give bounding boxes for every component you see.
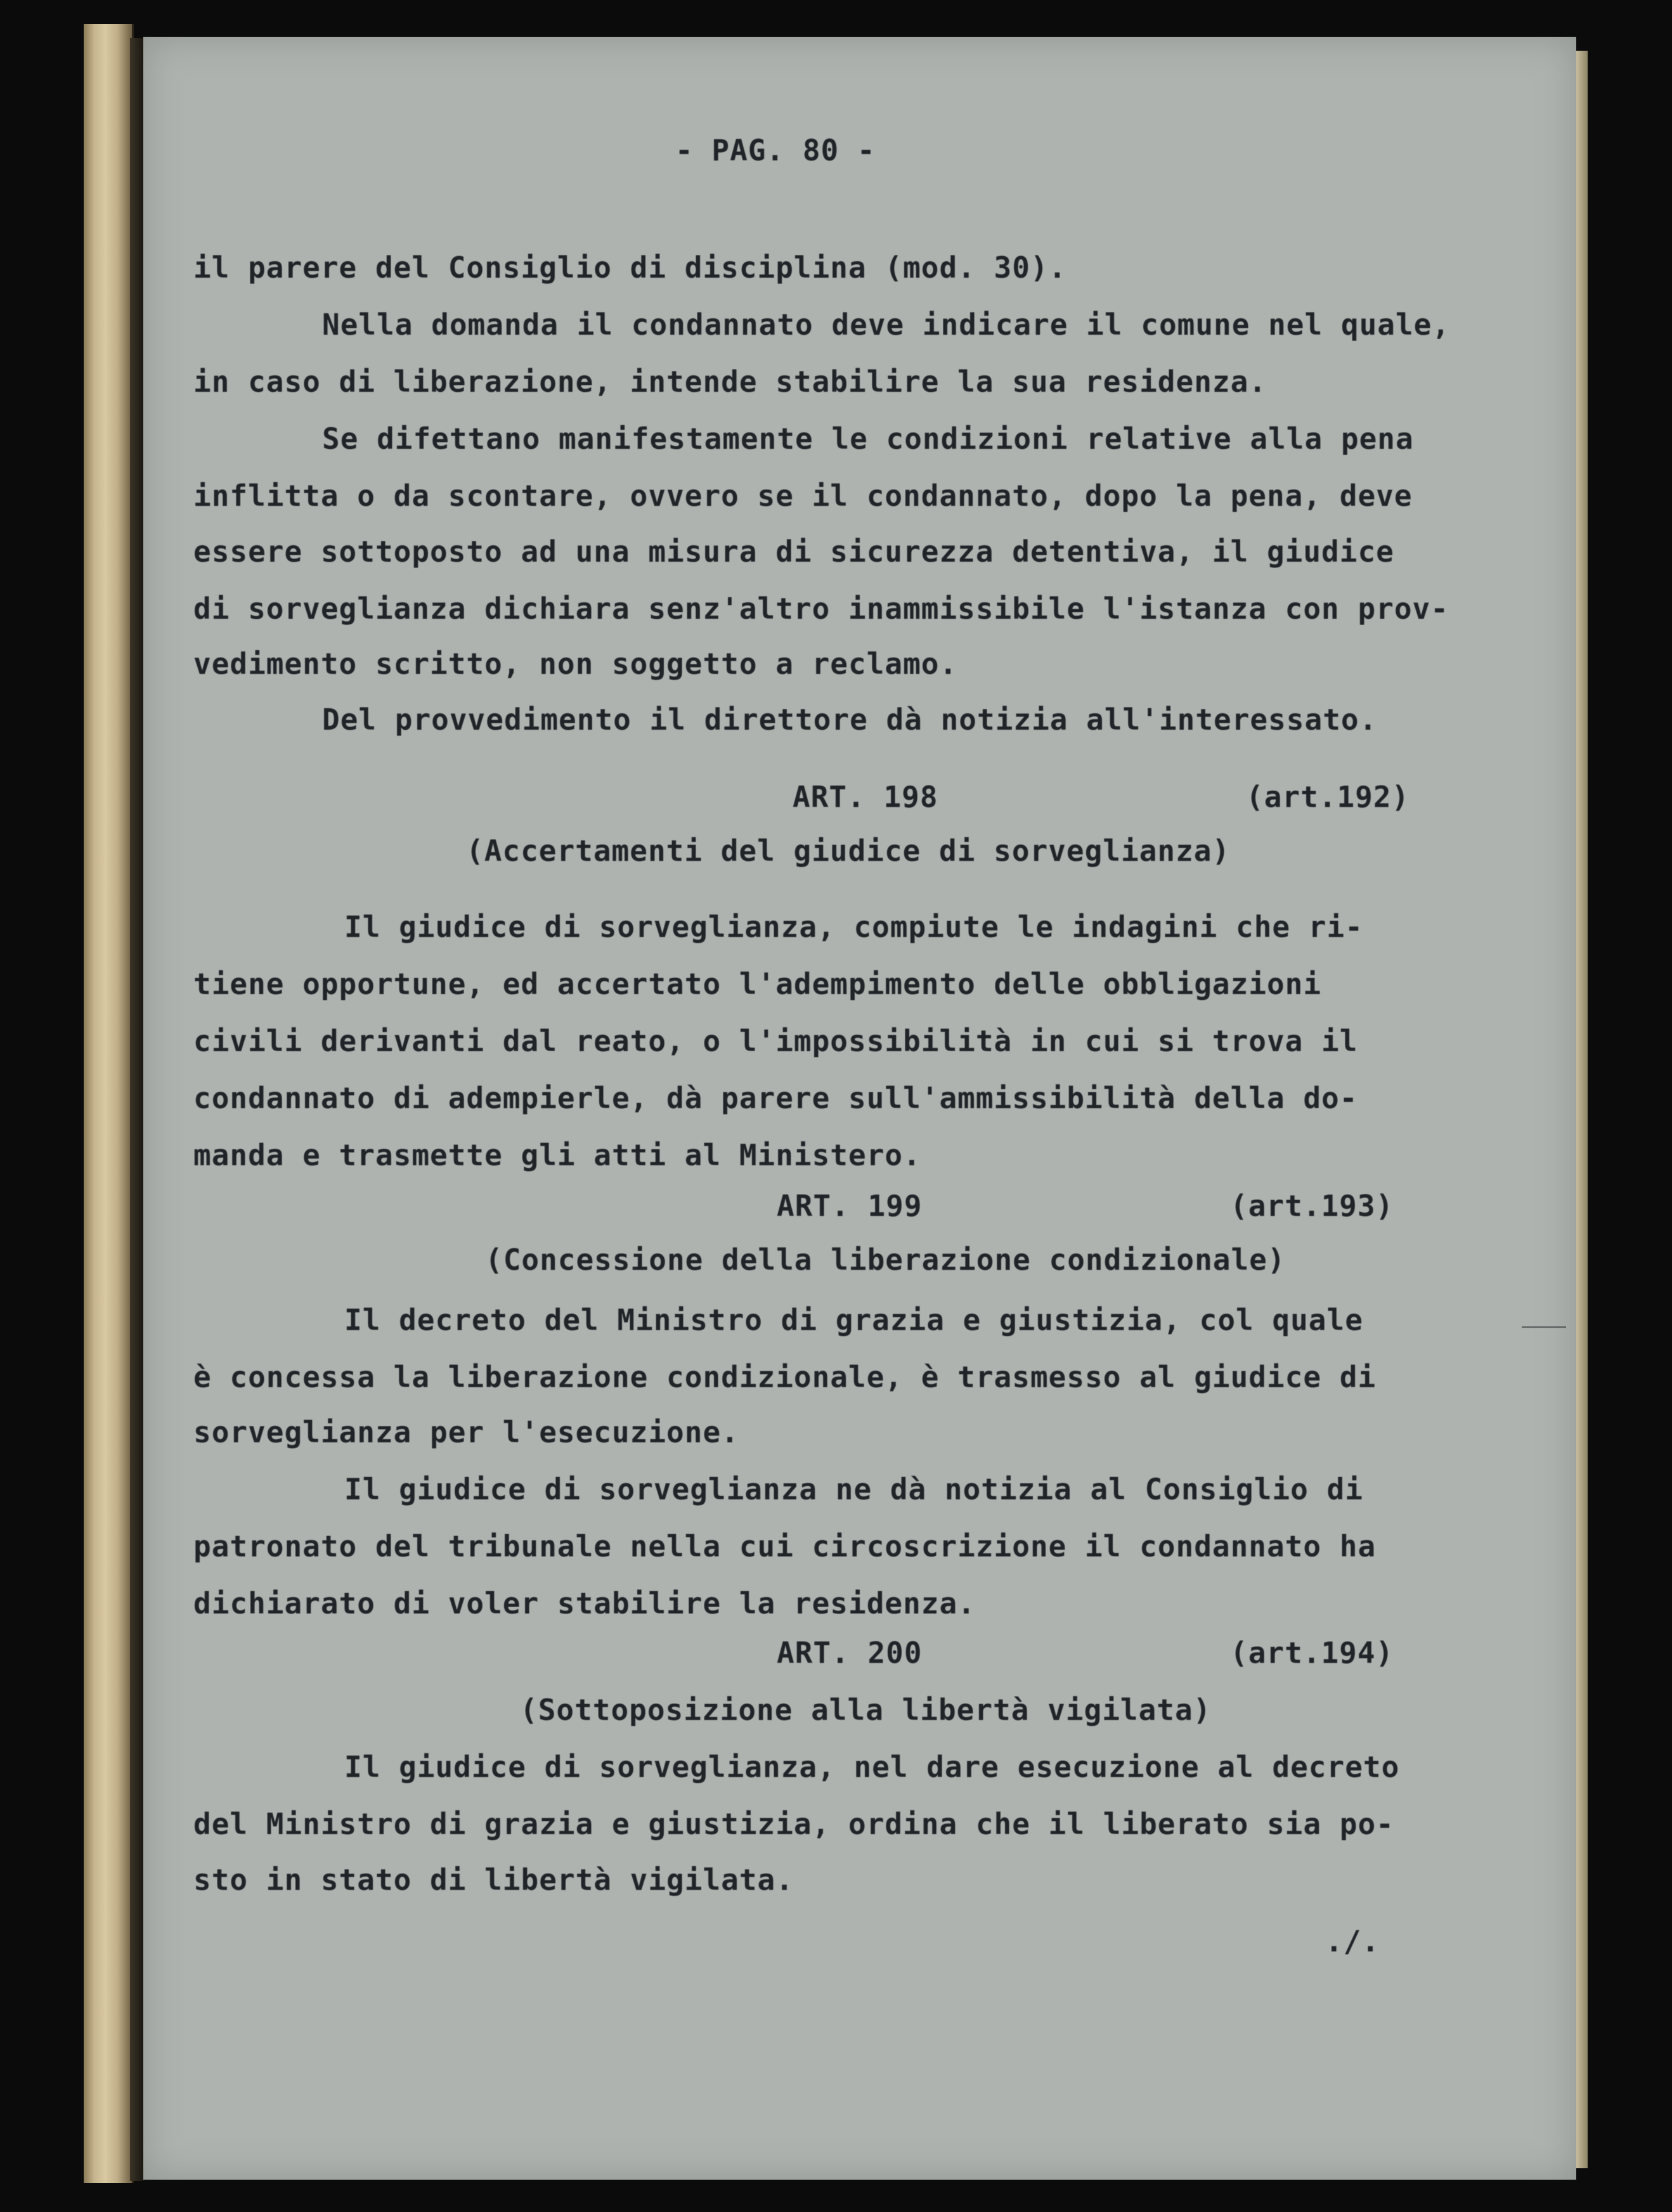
text-line: Il giudice di sorveglianza ne dà notizia al Consiglio di [344, 1472, 1363, 1506]
article-reference: (art.192) [1246, 780, 1410, 814]
text-line: di sorveglianza dichiara senz'altro inammissibile l'istanza con prov- [193, 592, 1449, 626]
text-line: inflitta o da scontare, ovvero se il condannato, dopo la pena, deve [193, 479, 1413, 513]
text-line: Del provvedimento il direttore dà notizia all'interessato. [322, 702, 1378, 737]
text-line: dichiarato di voler stabilire la residenza. [193, 1586, 976, 1620]
article-number: ART. 198 [793, 780, 938, 814]
text-line: Il giudice di sorveglianza, compiute le indagini che ri- [344, 910, 1363, 944]
binding-edge [130, 38, 144, 2181]
text-line: essere sottoposto ad una misura di sicurezza detentiva, il giudice [193, 534, 1394, 569]
text-line: Il giudice di sorveglianza, nel dare esecuzione al decreto [344, 1750, 1400, 1784]
text-line: condannato di adempierle, dà parere sull'ammissibilità della do- [193, 1081, 1358, 1115]
margin-pencil-mark [1522, 1326, 1566, 1328]
article-reference: (art.193) [1230, 1189, 1394, 1223]
text-line: del Ministro di grazia e giustizia, ordina che il liberato sia po- [193, 1807, 1394, 1841]
text-line: civili derivanti dal reato, o l'impossibilità in cui si trova il [193, 1024, 1358, 1058]
text-line: tiene opportune, ed accertato l'adempimento delle obbligazioni [193, 967, 1322, 1001]
text-line: è concessa la liberazione condizionale, è trasmesso al giudice di [193, 1360, 1377, 1394]
article-number: ART. 200 [777, 1636, 923, 1670]
text-line: manda e trasmette gli atti al Ministero. [193, 1138, 921, 1172]
page-edge [1576, 51, 1588, 2168]
text-line: Il decreto del Ministro di grazia e giustizia, col quale [344, 1303, 1363, 1337]
text-line: in caso di liberazione, intende stabilire la sua residenza. [193, 365, 1267, 399]
text-line: sto in stato di libertà vigilata. [193, 1863, 794, 1897]
article-title: (Concessione della liberazione condizionale) [485, 1243, 1286, 1277]
continuation-mark: ./. [1325, 1924, 1380, 1958]
text-line: patronato del tribunale nella cui circoscrizione il condannato ha [193, 1529, 1377, 1563]
text-line: sorveglianza per l'esecuzione. [193, 1415, 739, 1449]
article-number: ART. 199 [777, 1189, 923, 1223]
article-title: (Accertamenti del giudice di sorveglianza) [466, 834, 1231, 868]
text-line: Se difettano manifestamente le condizioni relative alla pena [322, 422, 1414, 456]
page-number-header: - PAG. 80 - [675, 133, 876, 167]
article-reference: (art.194) [1230, 1636, 1394, 1670]
text-line: il parere del Consiglio di disciplina (mod. 30). [193, 250, 1067, 285]
text-line: vedimento scritto, non soggetto a reclamo. [193, 647, 958, 681]
book-spine [84, 24, 134, 2183]
text-line: Nella domanda il condannato deve indicare il comune nel quale, [322, 307, 1451, 342]
article-title: (Sottoposizione alla libertà vigilata) [520, 1693, 1212, 1727]
